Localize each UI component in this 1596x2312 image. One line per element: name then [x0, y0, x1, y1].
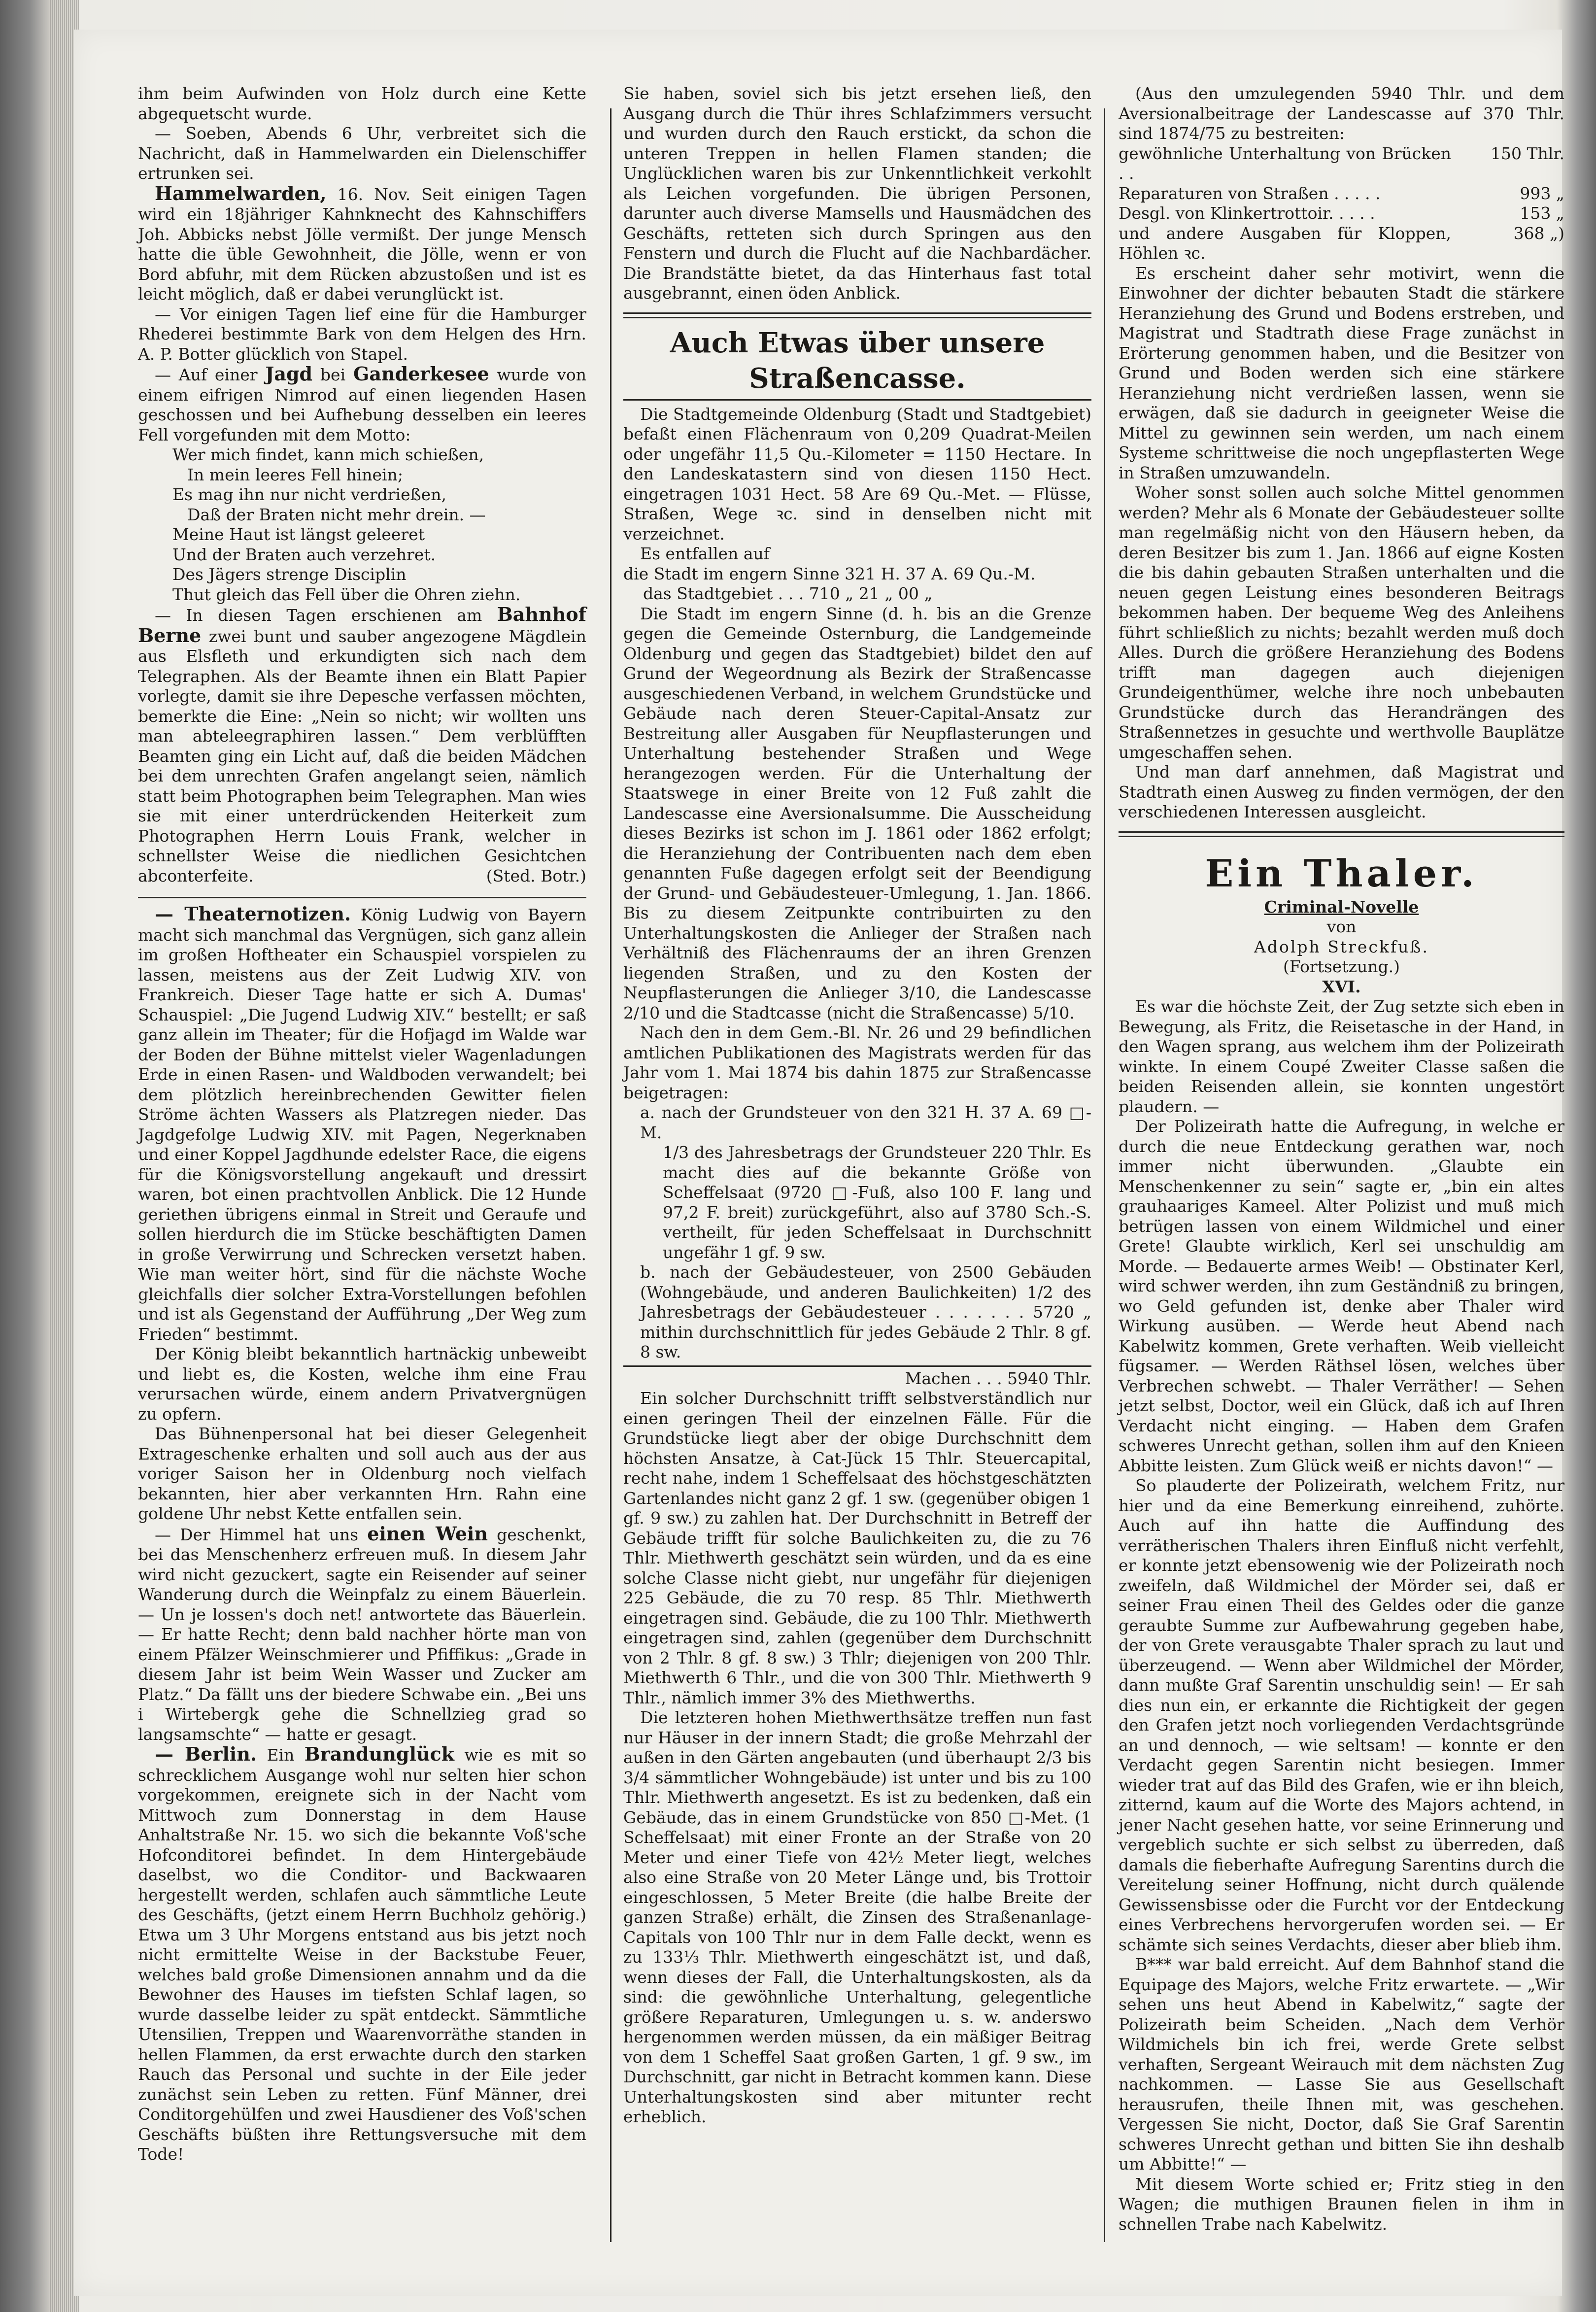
- paragraph: B*** war bald erreicht. Auf dem Bahnhof stand die Equipage des Majors, welche Fritz erwartete. — „Wir sehen uns heut Abend in Kabelwitz,“ sagte der Polizeirath beim Scheiden. „Nach dem Verhör Wildmichels bin ich frei, werde Grete selbst verhaften, Sergeant Weirauch mit dem nächsten Zug nachkommen. — Lasse Sie aus Gesellschaft herausrufen, theile Ihnen mit, was geschehen. Vergessen Sie nicht, Doctor, daß Sie Graf Sarentin schweres Unrecht gethan und bitten Sie ihn deshalb um Abbitte!“ —: [1119, 1955, 1564, 2174]
- paragraph: Das Bühnenpersonal hat bei dieser Gelegenheit Extrageschenke erhalten und soll auch aus der aus voriger Saison her in Oldenburg noch vielfach bekannten, hier aber verkannten Hrn. Rahn eine goldene Uhr nebst Kette entfallen sein.: [138, 1424, 586, 1523]
- column-2: [623, 84, 1091, 2127]
- text-run: Ein: [267, 1745, 295, 1765]
- place-heading: Bahnhof Berne: [138, 603, 586, 646]
- column-3: [1119, 84, 1564, 2234]
- paragraph: Mit diesem Worte schied er; Fritz stieg in den Wagen; die muthigen Braunen fielen in ihm in schnellen Trabe nach Kabelwitz.: [1119, 2174, 1564, 2234]
- article-wein: [138, 1524, 586, 1745]
- article-theaternotizen: [138, 904, 586, 1344]
- keyword-jagd: Jagd: [265, 363, 313, 385]
- paragraph: Die letzteren hohen Miethwerthsätze treffen nun fast nur Häuser in der innern Stadt; die große Mehrzahl der außen in den Gärten angebauten (und überhaupt 2/3 bis 3/4 sämmtlicher Wohngebäude) ist unter und bis zu 100 Thlr. Miethwerth angesetzt. Es ist zu bedenken, daß ein Gebäude, das in einem Grundstücke von 850 □-Met. (1 Scheffelsaat) mit einer Fronte an der Straße von 20 Meter und einer Tiefe von 42½ Meter liegt, welches also eine Straße von 20 Meter Länge und, bis Trottoir eingeschlossen, 5 Meter Breite (die halbe Breite der ganzen Straße) erhält, die Zinsen des Straßenanlage-Capitals von 100 Thlr nur in dem Falle deckt, wenn es zu 133⅓ Thlr. Miethwerth eingeschätzt ist, und daß, wenn dieses der Fall, die Unterhaltungskosten, als da sind: die gewöhnliche Unterhaltung, gelegentliche größere Reparaturen, Umlegungen u. s. w. anderswo hergenommen werden müssen, da ein mäßiger Beitrag von dem 1 Scheffel Saat großen Garten, 1 gf. 9 sw., im Durchschnitt, gar nicht in Betracht kommen kann. Diese Unterhaltungskosten sind aber mitunter recht erheblich.: [623, 1708, 1091, 2126]
- text-run: zwei bunt und sauber angezogene Mägdlein aus Elsfleth und erkundigten sich nach dem Telegraphen. Als der Beamte ihnen ein Blatt Papier vorlegte, damit sie ihre Depesche verfassen möchten, bemerkte die Eine: „Nein so nicht; wir wollten uns man abteleegraphiren lassen.“ Dem verblüfften Beamten ging ein Licht auf, daß die beiden Mädchen bei dem unrechten Grafen angelangt seien, nämlich statt beim Photographen beim Telegraphen. Man wies sie mit einer unterdrückenden Heiterkeit zum Photographen Herrn Louis Frank, welcher in schnellster Weise die niedlichen Gesichtchen abconterfeite.: [138, 626, 586, 885]
- table-row: [1119, 144, 1564, 184]
- continuation-note: (Fortsetzung.): [1283, 957, 1400, 976]
- paragraph: Die Stadtgemeinde Oldenburg (Stadt und Stadtgebiet) befaßt einen Flächenraum von 0,209 Quadrat-Meilen oder ungefähr 11,5 Qu.-Kilometer = 1150 Hectare. In den Landeskatastern sind von diesen 1150 Hect. eingetragen 1031 Hect. 58 Are 69 Qu.-Met. — Flüsse, Straßen, Wege ꝛc. sind in denselben nicht mit verzeichnet.: [623, 404, 1092, 544]
- column-1: [138, 84, 586, 2165]
- poem-line: Daß der Braten nicht mehr drein. —: [187, 505, 486, 524]
- source-note: (Sted. Botr.): [486, 866, 586, 885]
- area-row: das Stadtgebiet . . . 710 „ 21 „ 00 „: [643, 584, 933, 603]
- paragraph: ihm beim Aufwinden von Holz durch eine Kette abgequetscht wurde.: [138, 84, 586, 123]
- sum-rule: [623, 1365, 1091, 1367]
- article-berlin: [138, 1744, 586, 2165]
- poem-line: Thut gleich das Fell über die Ohren ziehn.: [172, 584, 521, 604]
- table-cell-label: Desgl. von Klinkertrottoir. . . . .: [1119, 204, 1375, 223]
- text-run: wurde von einem eifrigen Nimrod auf einen liegenden Hasen geschossen und bei Aufhebung desselben ein leeres Fell vorgefunden mit dem Motto:: [138, 365, 586, 444]
- section-heading: — Theaternotizen.: [155, 903, 351, 925]
- poem-line: Meine Haut ist längst geleeret: [172, 525, 425, 544]
- paragraph: Sie haben, soviel sich bis jetzt ersehen ließ, den Ausgang durch die Thür ihres Schlafzimmers versucht und wurden durch den Rauch erstickt, da schon die unteren Treppen in hellen Flamen standen; die Unglücklichen waren bis zur Unkenntlichkeit verkohlt als Leichen vorgefunden. Die übrigen Personen, darunter auch diverse Mamsells und Hausmädchen des Geschäfts, retteten sich durch Springen aus den Fenstern und durch die Flucht auf die Nachbardächer. Die Brandstätte bietet, da das Hinterhaus fast total ausgebrannt, einen öden Anblick.: [623, 84, 1091, 303]
- text-run: — Der Himmel hat uns: [155, 1525, 359, 1544]
- paragraph: Die Stadt im engern Sinne (d. h. bis an die Grenze gegen die Gemeinde Osternburg, die Landgemeinde Oldenburg und gegen das Stadtgebiet) bildet den auf Grund der Wegeordnung als Bezirk der Straßencasse ausgeschiedenen Verband, in welchem Grundstücke und Gebäude nach deren Steuer-Capital-Ansatz zur Bestreitung aller Ausgaben für Neupflasterungen und Unterhaltung bestehender Straßen und Wege herangezogen werden. Für die Unterhaltung der Staatswege in einer Breite von 12 Fuß zahlt die Landescasse eine Aversionalsumme. Die Ausscheidung dieses Bezirks ist schon im J. 1861 oder 1862 erfolgt; die Heranziehung der Contribuenten nach dem eben genannten Fuße dagegen erfolgt seit der Beendigung der Grund- und Gebäudesteuer-Umlegung, 1. Jan. 1866. Bis zu diesem Zeitpunkte contribuirten zu den Unterhaltungskosten die Anlieger der Straßen nach Verhältniß des Flächenraums der an ihren Grenzen liegenden Straßen, und zu den Kosten der Neupflasterungen die Anlieger 3/10, die Landescasse 2/10 und die Stadtcasse (nicht die Straßencasse) 5/10.: [623, 604, 1091, 1022]
- table-cell-label: Reparaturen von Straßen . . . . .: [1119, 183, 1381, 203]
- place-heading: — Berlin.: [155, 1743, 257, 1765]
- table-row: [1119, 224, 1564, 264]
- article-text: 16. Nov. Seit einigen Tagen wird ein 18jähriger Kahnknecht des Kahnschiffers Joh. Abbicks nebst Jölle vermißt. Der junge Mensch hatte die üble Gewohnheit, die Jölle, wenn er von Bord abfuhr, mit dem Rücken abzustoßen und ist es leicht möglich, daß er dabei verunglückt ist.: [138, 184, 586, 304]
- paragraph: Woher sonst sollen auch solche Mittel genommen werden? Mehr als 6 Monate der Gebäudesteuer sollte man regelmäßig nicht von den Häusern heben, da deren Besitzer bis zum 1. Jan. 1866 auf eigne Kosten die bis dahin gebauten Straßen unterhalten und die neuen gegen Leistung eines besonderen Beitrags bekommen haben. Der bequeme Weg des Anleihens führt schließlich zu nichts; bezahlt werden muß doch Alles. Durch die größere Heranziehung des Bodens trifft man dagegen auch diejenigen Grundeigenthümer, welche ihre noch unbebauten Grundstücke durch das Herandrängen des Straßennetzes in gesuchte und werthvolle Bauplätze umgeschaffen sehen.: [1119, 483, 1564, 762]
- contribution-b-text: b. nach der Gebäudesteuer, von 2500 Gebäuden (Wohngebäude, und anderen Baulichkeiten) 1/2 des Jahresbetrags der Gebäudesteuer . . . . . . . 5720 „ mithin durchschnittlich für jedes Gebäude 2 Thlr. 8 gf. 8 sw.: [640, 1262, 1091, 1361]
- table-cell-value: 368 „): [1513, 223, 1564, 243]
- table-cell-label: gewöhnliche Unterhaltung von Brücken . .: [1119, 143, 1451, 183]
- paragraph: — Soeben, Abends 6 Uhr, verbreitet sich die Nachricht, daß in Hammelwarden ein Dielenschiffer ertrunken sei.: [138, 124, 586, 183]
- paragraph: So plauderte der Polizeirath, welchem Fritz, nur hier und da eine Bemerkung einreihend, zuhörte. Auch auf ihn hatte die Auffindung des verrätherischen Thalers ihren Einfluß nicht verfehlt, er konnte jetzt ebensowenig wie der Polizeirath noch zweifeln, daß Wildmichel der Mörder sei, daß er seiner Frau einen Theil des Geldes oder die ganze geraubte Summe zur Aufbewahrung gegeben habe, der von Grete verausgabte Thaler sprach zu laut und überzeugend. — Wenn aber Wildmichel der Mörder, dann mußte Graf Sarentin unschuldig sein! — Er sah dies nun ein, er erkannte die Richtigkeit der gegen den Grafen jetzt noch vorliegenden Verdachtsgründe an und dennoch, — wie seltsam! — konnte er den Verdacht gegen Sarentin nicht besiegen. Immer wieder trat auf das Bild des Grafen, wie er ihn bleich, zitternd, kaum auf die Worte des Majors achtend, in jener Nacht gesehen hatte, vor seine Erinnerung und vergeblich suchte er sich selbst zu überreden, daß damals die fieberhafte Aufregung Sarentins durch die Vereitelung seiner Hoffnung, nicht durch quälende Gewissensbisse oder die Furcht vor der Entdeckung eines Verbrechens hervorgerufen worden sei. — Er schämte sich seines Verdachts, dieser aber blieb ihm.: [1119, 1476, 1564, 1954]
- column-rule-right: [1104, 108, 1105, 2242]
- paragraph: Nach den in dem Gem.-Bl. Nr. 26 und 29 befindlichen amtlichen Publikationen des Magistrats werden für das Jahr vom 1. Mai 1874 bis dahin 1875 zur Straßencasse beigetragen:: [623, 1023, 1091, 1102]
- poem-line: Und der Braten auch verzehret.: [172, 544, 436, 564]
- article-hammelwarden: [138, 184, 586, 305]
- article-text: wie es mit so schrecklichem Ausgange wohl nur selten hier schon vorgekommen, ereignete sich in der Nacht vom Mittwoch zum Donnerstag in dem Hause Anhaltstraße Nr. 15. wo sich die bekannte Voß'sche Hofconditorei befindet. In dem Hintergebäude daselbst, wo die Conditor- und Backwaaren hergestellt werden, schlafen auch sämmtliche Leute des Geschäfts, (jetzt einem Herrn Buchholz gehörig.) Etwa um 3 Uhr Morgens entstand aus bis jetzt noch nicht ermittelte Weise in der Backstube Feuer, welches bald große Dimensionen annahm und da die Bewohner des Hauses im tiefsten Schlaf lagen, so wurde dasselbe leider zu spät entdeckt. Sämmtliche Utensilien, Treppen und Waarenvorräthe standen in hellen Flammen, da erst erwachte durch den starken Rauch das Personal und suchte in der Eile jeder zunächst sein Leben zu retten. Fünf Männer, drei Conditorgehülfen und zwei Hausdiener des Voß'schen Geschäfts büßten ihre Rettungsversuche mit dem Tode!: [138, 1745, 586, 2164]
- text-run: geschenkt, bei das Menschenherz erfreuen muß. In diesem Jahr wird nicht gezuckert, sagte ein Reisender auf seiner Wanderung durch die Weinpfalz zu einem Bäuerlein. — Un je lossen's doch net! antwortete das Bäuerlein. — Er hatte Recht; denn bald nachher hörte man von einem Pfälzer Weinschmierer und Pfiffikus: „Grade in diesem Jahr ist beim Wein Wasser und Zucker am Platz.“ Da fällt uns der biedere Schwabe ein. „Bei uns i Wirtebergk gehe die Schnellzieg grad so langsamschte“ — hatte er gesagt.: [138, 1525, 586, 1744]
- poem-line: Wer mich findet, kann mich schießen,: [172, 445, 484, 464]
- article-jagd: [138, 364, 586, 445]
- expense-table: [1119, 144, 1564, 264]
- poem-line: In mein leeres Fell hinein;: [187, 465, 403, 484]
- article-bahnhof-berne: [138, 605, 586, 886]
- table-cell-value: 993 „: [1520, 183, 1564, 203]
- novel-title: Ein Thaler.: [1205, 851, 1478, 895]
- table-cell-label: und andere Ausgaben für Kloppen, Höhlen ꝛc.: [1119, 223, 1451, 263]
- paragraph: — Vor einigen Tagen lief eine für die Hamburger Rhederei bestimmte Bark von dem Helgen des Hrn. A. P. Botter glücklich von Stapel.: [138, 304, 586, 364]
- sum-total: Machen . . . 5940 Thlr.: [905, 1368, 1091, 1388]
- poem: [138, 445, 586, 605]
- keyword-wein: einen Wein: [367, 1522, 488, 1545]
- table-cell-value: 150 Thlr.: [1491, 143, 1564, 163]
- paragraph: Es erscheint daher sehr motivirt, wenn die Einwohner der dichter bebauten Stadt die stärkere Heranziehung des Grund und Bodens erstreben, und Magistrat und Stadtrath diese Frage zunächst in Erörterung genommen haben, und die Besitzer von Grund und Boden werden sich eine stärkere Heranziehung nicht verdrießen lassen, wenn sie erwägen, daß sie dadurch in geeigneter Weise die Mittel zu gewinnen sein werden, um nach einem Systeme schrittweise die noch ungepflasterten Wege in Straßen umzuwandeln.: [1119, 263, 1564, 482]
- keyword-brandunglueck: Brandunglück: [304, 1743, 454, 1765]
- paragraph: Und man darf annehmen, daß Magistrat und Stadtrath einen Ausweg zu finden vermögen, der den verschiedenen Interessen ausgleicht.: [1119, 762, 1564, 821]
- table-cell-value: 153 „: [1520, 204, 1564, 223]
- paragraph: Der König bleibt bekanntlich hartnäckig unbeweibt und liebt es, die Kosten, welche ihm eine Frau verursachen würde, einem andern Privatvergnügen zu opfern.: [138, 1344, 586, 1424]
- paragraph: Es war die höchste Zeit, der Zug setzte sich eben in Bewegung, als Fritz, die Reisetasche in der Hand, in den Wagen sprang, aus welchem ihm der Polizeirath winkte. In einem Coupé Zweiter Classe saßen die beiden Reisenden allein, sie konnten ungestört plaudern. —: [1119, 997, 1564, 1116]
- poem-line: Es mag ihn nur nicht verdrießen,: [172, 485, 446, 504]
- place-heading: Hammelwarden,: [155, 182, 327, 204]
- paragraph: Der Polizeirath hatte die Aufregung, in welche er durch die neue Entdeckung gerathen war, noch immer nicht überwunden. „Glaubte ein Menschenkenner zu sein“ sagte er, „bin ein altes grauhaariges Kameel. Alter Polizist und muß mich betrügen lassen von einem Wildmichel und einer Grete! Glaubte wirklich, Kerl sei unschuldig am Morde. — Bedauerte armes Weib! — Obstinater Kerl, wird schwer werden, ihn zum Geständniß zu bringen, wo Geld gefunden ist, denke aber Thaler wird Wirkung ausüben. — Werde heut Abend nach Kabelwitz kommen, Grete verhaften. Weib vielleicht fügsamer. — Werden Räthsel lösen, welches über Verbrechen schwebt. — Thaler Verräther! — Sehen jetzt selbst, Doctor, weil ein Glück, daß ich auf Ihren Verdacht nicht einging. — Haben dem Grafen schweres Unrecht gethan, sollen ihm auf den Knieen Abbitte leisten. Zum Glück weiß er nichts davon!“ —: [1119, 1117, 1564, 1475]
- text-run: — Auf einer: [155, 365, 258, 384]
- contribution-a-text: 1/3 des Jahresbetrags der Grundsteuer 220 Thlr. Es macht dies auf die bekannte Größe von Scheffelsaat (9720 □-Fuß, also 100 F. lang und 97,2 F. breit) zurückgeführt, also auf 3780 Sch.-S. vertheilt, für jeden Scheffelsaat in Durchschnitt ungefähr 1 gf. 9 sw.: [663, 1143, 1091, 1262]
- contribution-a-label: a. nach der Grundsteuer von den 321 H. 37 A. 69 □-M.: [640, 1103, 1091, 1142]
- article-text: König Ludwig von Bayern macht sich manchmal das Vergnügen, sich ganz allein im großen Hoftheater ein Schauspiel vorspielen zu lassen, meistens aus der Zeit Ludwig XIV. von Frankreich. Dieser Tage hatte er sich A. Dumas' Schauspiel: „Die Jugend Ludwig XIV.“ bestellt; er saß ganz allein im Theater; für die Hofjagd im Walde war der Boden der Bühne mittelst vieler Wagenladungen Erde in einen Rasen- und Waldboden verwandelt; bei dem plötzlich hereinbrechenden Gewitter fielen Ströme ächten Wassers als Platzregen nieder. Das Jagdgefolge Ludwig XIV. mit Pagen, Negerknaben und einer Koppel Jagdhunde edelster Race, die eigens für die Königsvorstellung angekauft und dressirt waren, bot einen prachtvollen Anblick. Die 12 Hunde geriethen übrigens einmal in Streit und Geraufe und sollen hierdurch die im Stücke beschäftigten Damen in große Verwirrung und Schrecken versetzt haben. Wie man weiter hört, sind für die nächste Woche gleichfalls dier solcher Extra-Vorstellungen befohlen und ist als Gegenstand der Aufführung „Der Weg zum Frieden“ bestimmt.: [138, 905, 586, 1344]
- novel-author: Adolph Streckfuß.: [1254, 937, 1429, 956]
- text-run: bei: [320, 365, 346, 384]
- area-row: die Stadt im engern Sinne 321 H. 37 A. 69 Qu.-M.: [623, 564, 1036, 583]
- paragraph: Es entfallen auf: [640, 544, 770, 563]
- article-heading-strassencasse: Auch Etwas über unsere Straßencasse.: [623, 325, 1091, 401]
- place-heading: Ganderkesee: [353, 363, 489, 385]
- text-run: — In diesen Tagen erschienen am: [155, 606, 482, 625]
- separator: [138, 897, 586, 898]
- column-rule-left: [610, 108, 611, 2242]
- paragraph: Ein solcher Durchschnitt trifft selbstverständlich nur einen geringen Theil der einzelnen Fälle. Für die Grundstücke liegt aber der obige Durchschnitt dem höchsten Ansatze, à Cat-Jück 15 Thlr. Steuercapital, recht nahe, indem 1 Scheffelsaat des höchstgeschätzten Gartenlandes nicht ganz 2 gf. 1 sw. (gegenüber obigen 1 gf. 9 sw.) zu zahlen hat. Der Durchschnitt in Betreff der Gebäude trifft für solche Baulichkeiten zu, die zu 76 Thlr. Miethwerth geschätzt sein würden, und da es eine solche Classe nicht giebt, nur ungefähr für diejenigen 225 Gebäude, die zu 70 resp. 85 Thlr. Miethwerth eingetragen sind. Gebäude, die zu 100 Thlr. Miethwerth eingetragen sind, zahlen (gegenüber dem Durchschnitt von 2 Thlr. 8 gf. 8 sw.) 3 Thlr; diejenigen von 200 Thlr. Miethwerth 6 Thlr., und die von 300 Thlr. Miethwerth 9 Thlr., nämlich immer 3% des Miethwerths.: [623, 1389, 1091, 1707]
- table-row: [1119, 204, 1564, 224]
- table-row: [1119, 184, 1564, 204]
- poem-line: Des Jägers strenge Disciplin: [172, 565, 407, 584]
- chapter-number: XVI.: [1322, 977, 1361, 996]
- double-rule: [1119, 831, 1564, 837]
- byline-von: von: [1326, 917, 1357, 936]
- paragraph: (Aus den umzulegenden 5940 Thlr. und dem Aversionalbeitrage der Landescasse auf 370 Thlr. sind 1874/75 zu bestreiten:: [1119, 84, 1564, 143]
- double-rule: [623, 312, 1091, 318]
- novel-subtitle: Criminal-Novelle: [1264, 897, 1419, 917]
